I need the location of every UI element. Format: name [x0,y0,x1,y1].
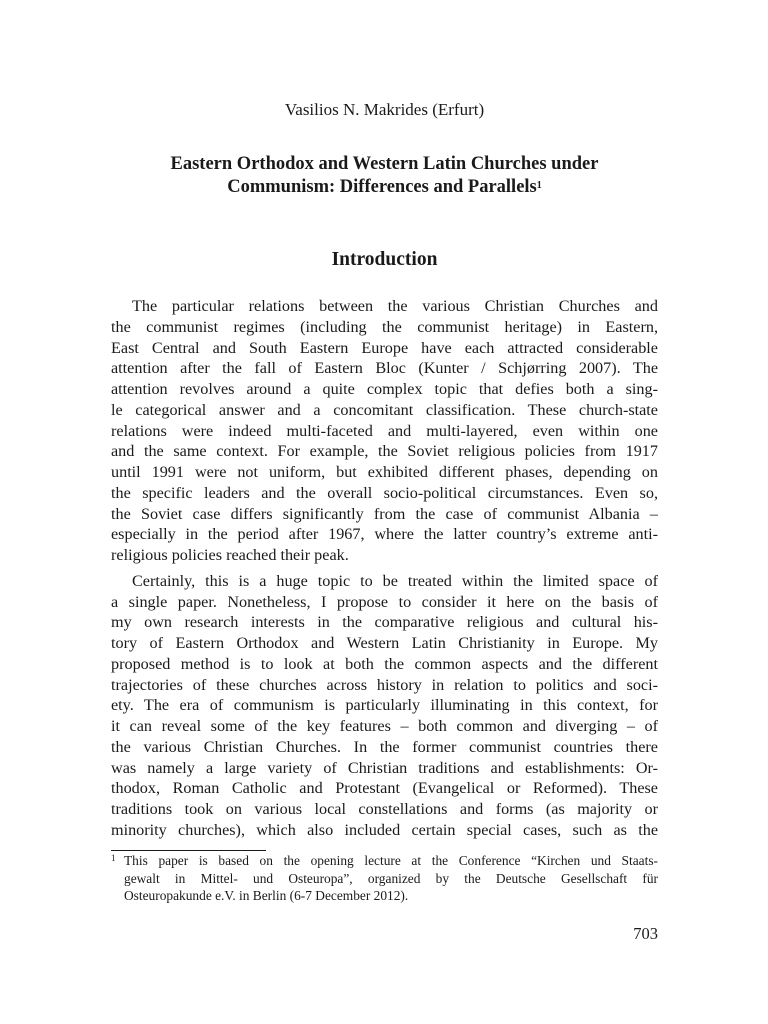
footnote-line: gewalt in Mittel- und Osteuropa”, organized by the Deutsche Gesellschaft für [124,870,658,886]
paragraph-line: until 1991 were not uniform, but exhibited different phases, depending on [111,463,658,481]
paragraph-line: le categorical answer and a concomitant classification. These church-state [111,400,658,419]
paragraph-line: the various Christian Churches. In the former communist countries there [111,737,658,756]
paragraph-line: attention revolves around a quite complex topic that defies both a sing- [111,380,658,398]
paragraph-line: religious policies reached their peak. [111,546,349,564]
article-title [111,153,658,199]
paragraph-line: was namely a large variety of Christian traditions and establishments: Or- [111,758,658,777]
paragraph-line: Certainly, this is a huge topic to be treated within the limited space of [132,571,658,590]
author-line: Vasilios N. Makrides (Erfurt) [284,100,485,119]
title-line-2-text: Communism: Differences and Parallels [227,177,537,197]
paragraph-line: a single paper. Nonetheless, I propose to consider it here on the basis of [111,592,658,611]
paragraph-line: minority churches), which also included certain special cases, such as the [111,820,658,839]
title-line-1: Eastern Orthodox and Western Latin Churches under [170,154,599,174]
paragraph-line: East Central and South Eastern Europe have each attracted considerable [111,338,658,357]
paragraph-line: proposed method is to look at both the common aspects and the different [111,654,658,673]
page-number: 703 [633,924,658,943]
paragraph-line: especially in the period after 1967, where the latter country’s extreme anti- [111,525,658,544]
paragraph-1 [111,296,658,566]
paragraph-line: thodox, Roman Catholic and Protestant (Evangelical or Reformed). These [111,779,658,798]
paragraph-line: the Soviet case differs significantly from the case of communist Albania – [111,504,658,523]
paragraph-line: ety. The era of communism is particularly illuminating in this context, for [111,696,658,715]
body-text [111,296,658,841]
paragraph-line: traditions took on various local constellations and forms (as majority or [111,800,658,818]
paragraph-line: the communist regimes (including the communist heritage) in Eastern, [111,317,658,336]
paragraph-line: my own research interests in the comparative religious and cultural his- [111,613,658,632]
book-page [111,0,658,1024]
section-heading: Introduction [331,249,438,270]
title-line-2 [111,176,658,199]
paragraph-line: tory of Eastern Orthodox and Western Latin Christianity in Europe. My [111,634,658,652]
footnote-divider [111,850,266,851]
footnote-line: Osteuropakunde e.V. in Berlin (6-7 December 2012). [124,888,409,903]
paragraph-line: relations were indeed multi-faceted and multi-layered, even within one [111,421,658,440]
paragraph-line: The particular relations between the various Christian Churches and [132,297,658,315]
paragraph-line: the specific leaders and the overall socio-political circumstances. Even so, [111,483,658,502]
paragraph-2 [111,571,658,841]
title-footnote-ref: 1 [536,180,542,191]
footnote [111,852,658,905]
footnote-marker: 1 [111,853,116,863]
paragraph-line: trajectories of these churches across history in relation to politics and soci- [111,675,658,694]
paragraph-line: it can reveal some of the key features – both common and diverging – of [111,717,658,735]
footnote-text [124,852,658,905]
paragraph-line: attention after the fall of Eastern Bloc (Kunter / Schjørring 2007). The [111,359,658,378]
paragraph-line: and the same context. For example, the Soviet religious policies from 1917 [111,442,658,461]
footnote-line: This paper is based on the opening lecture at the Conference “Kirchen und Staats- [124,853,658,868]
